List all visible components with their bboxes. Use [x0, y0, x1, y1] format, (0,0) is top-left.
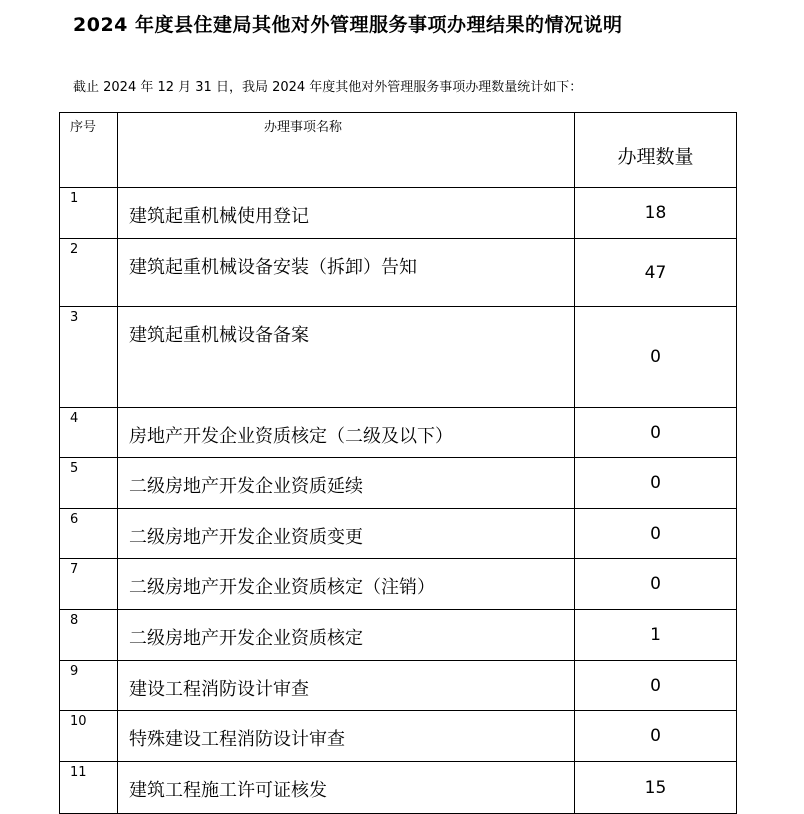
row-seq: 6 [60, 509, 118, 559]
row-seq: 1 [60, 188, 118, 239]
row-count: 47 [575, 239, 737, 307]
row-name: 二级房地产开发企业资质延续 [118, 458, 575, 509]
table-row [60, 239, 737, 307]
row-seq: 11 [60, 762, 118, 814]
table-row [60, 661, 737, 711]
header-name: 办理事项名称 [118, 113, 575, 188]
table-row [60, 408, 737, 458]
table-row [60, 711, 737, 762]
row-name: 建筑起重机械设备备案 [118, 307, 575, 408]
row-seq: 3 [60, 307, 118, 408]
statistics-table [59, 112, 737, 814]
row-name: 特殊建设工程消防设计审查 [118, 711, 575, 762]
intro-paragraph: 截止 2024 年 12 月 31 日，我局 2024 年度其他对外管理服务事项办理数量统计如下： [73, 80, 583, 95]
table-row [60, 458, 737, 509]
row-name: 二级房地产开发企业资质变更 [118, 509, 575, 559]
row-count: 0 [575, 661, 737, 711]
table-row [60, 762, 737, 814]
row-count: 0 [575, 509, 737, 559]
row-count: 0 [575, 711, 737, 762]
row-seq: 9 [60, 661, 118, 711]
row-name: 建筑工程施工许可证核发 [118, 762, 575, 814]
row-seq: 2 [60, 239, 118, 307]
table-row [60, 307, 737, 408]
table-row [60, 188, 737, 239]
row-seq: 8 [60, 610, 118, 661]
row-seq: 10 [60, 711, 118, 762]
row-name: 建设工程消防设计审查 [118, 661, 575, 711]
row-count: 0 [575, 307, 737, 408]
row-count: 0 [575, 458, 737, 509]
table-row [60, 559, 737, 610]
row-name: 二级房地产开发企业资质核定 [118, 610, 575, 661]
table-header-row [60, 113, 737, 188]
row-count: 0 [575, 559, 737, 610]
document-title: 2024 年度县住建局其他对外管理服务事项办理结果的情况说明 [73, 14, 623, 36]
row-count: 18 [575, 188, 737, 239]
header-count: 办理数量 [575, 113, 737, 188]
row-count: 1 [575, 610, 737, 661]
row-name: 建筑起重机械设备安装（拆卸）告知 [118, 239, 575, 307]
table-row [60, 509, 737, 559]
row-seq: 5 [60, 458, 118, 509]
row-seq: 4 [60, 408, 118, 458]
header-seq: 序号 [60, 113, 118, 188]
table-row [60, 610, 737, 661]
row-count: 0 [575, 408, 737, 458]
row-name: 二级房地产开发企业资质核定（注销） [118, 559, 575, 610]
row-name: 房地产开发企业资质核定（二级及以下） [118, 408, 575, 458]
row-seq: 7 [60, 559, 118, 610]
row-count: 15 [575, 762, 737, 814]
row-name: 建筑起重机械使用登记 [118, 188, 575, 239]
